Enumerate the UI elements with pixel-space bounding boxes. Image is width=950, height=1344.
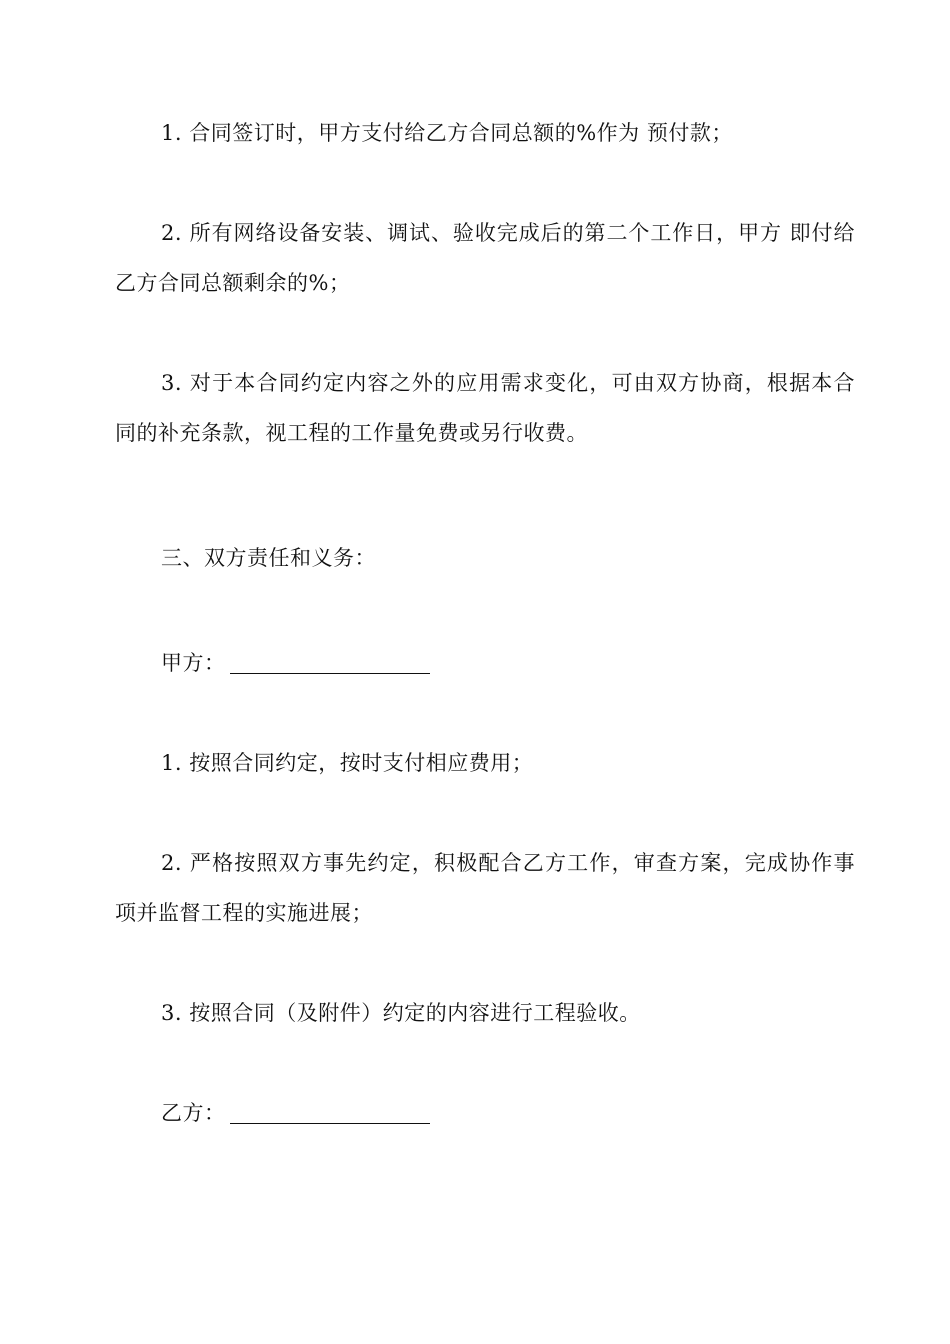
party-a-line [115,638,855,688]
section-heading-responsibilities: 三、双方责任和义务： [161,546,376,570]
party-a-duty-2: 2. 严格按照双方事先约定，积极配合乙方工作，审查方案，完成协作事项并监督工程的实施进展； [115,851,855,925]
party-b-line [115,1088,855,1138]
party-b-blank [230,1103,430,1124]
clause-final-payment: 2. 所有网络设备安装、调试、验收完成后的第二个工作日，甲方 即付给乙方合同总额剩余的%； [115,221,855,295]
party-b-label: 乙方： [161,1101,226,1125]
party-a-duty-1: 1. 按照合同约定，按时支付相应费用； [161,751,534,775]
party-a-blank [230,653,430,674]
party-a-duty-3: 3. 按照合同（及附件）约定的内容进行工程验收。 [161,1001,641,1025]
party-a-label: 甲方： [161,651,226,675]
clause-change-requests: 3. 对于本合同约定内容之外的应用需求变化，可由双方协商，根据本合同的补充条款，视工程的工作量免费或另行收费。 [115,371,855,445]
clause-prepayment: 1. 合同签订时，甲方支付给乙方合同总额的%作为 预付款； [161,121,733,145]
